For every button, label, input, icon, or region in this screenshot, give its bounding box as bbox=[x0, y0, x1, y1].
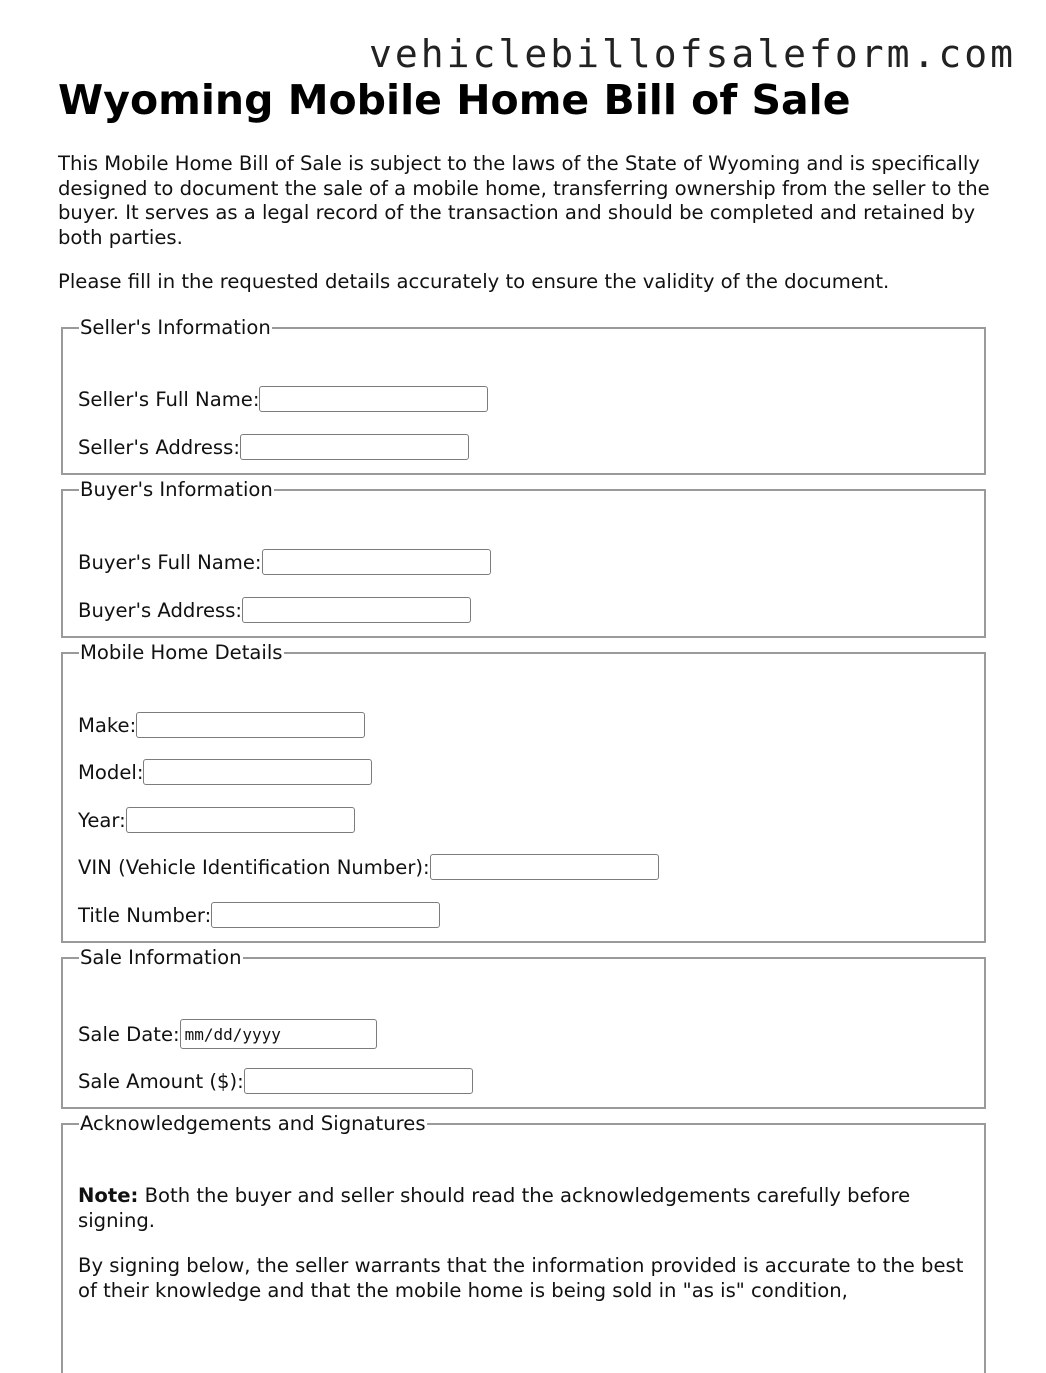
sale-amount-input[interactable] bbox=[244, 1068, 473, 1094]
buyer-information-legend: Buyer's Information bbox=[80, 478, 273, 501]
page-title: Wyoming Mobile Home Bill of Sale bbox=[58, 76, 851, 124]
make-input[interactable] bbox=[136, 712, 365, 738]
model-label: Model: bbox=[78, 760, 144, 784]
seller-address-row bbox=[78, 434, 469, 460]
title-number-row bbox=[78, 902, 440, 928]
seller-information-section bbox=[61, 317, 986, 475]
buyer-full-name-input[interactable] bbox=[262, 549, 491, 575]
sale-date-input[interactable] bbox=[180, 1019, 377, 1049]
make-row bbox=[78, 712, 365, 738]
seller-address-input[interactable] bbox=[240, 434, 469, 460]
intro-paragraph: This Mobile Home Bill of Sale is subject to the laws of the State of Wyoming and is specifically designed to document the sale of a mobile home, transferring ownership from the seller to the buyer. It serves as a legal record of the transaction and should be completed and retained by both parties. bbox=[58, 152, 990, 249]
buyer-address-input[interactable] bbox=[242, 597, 471, 623]
sale-date-label: Sale Date: bbox=[78, 1022, 180, 1046]
site-watermark: vehiclebillofsaleform.com bbox=[369, 32, 1016, 76]
buyer-full-name-row bbox=[78, 549, 491, 575]
vin-input[interactable] bbox=[430, 854, 659, 880]
sale-amount-label: Sale Amount ($): bbox=[78, 1069, 244, 1093]
year-label: Year: bbox=[78, 808, 126, 832]
buyer-address-row bbox=[78, 597, 471, 623]
seller-full-name-row bbox=[78, 386, 488, 412]
model-row bbox=[78, 759, 372, 785]
acknowledgements-section bbox=[61, 1113, 986, 1373]
title-number-input[interactable] bbox=[211, 902, 440, 928]
seller-full-name-label: Seller's Full Name: bbox=[78, 387, 260, 411]
seller-information-legend: Seller's Information bbox=[80, 316, 271, 339]
make-label: Make: bbox=[78, 713, 137, 737]
sale-amount-row bbox=[78, 1068, 473, 1094]
acknowledgements-legend: Acknowledgements and Signatures bbox=[80, 1112, 426, 1135]
mobile-home-details-legend: Mobile Home Details bbox=[80, 641, 283, 664]
vin-label: VIN (Vehicle Identification Number): bbox=[78, 855, 430, 879]
note-label: Note: bbox=[78, 1184, 139, 1207]
instruction-paragraph: Please fill in the requested details accurately to ensure the validity of the document. bbox=[58, 270, 890, 293]
mobile-home-details-section bbox=[61, 642, 986, 943]
warranty-paragraph: By signing below, the seller warrants that the information provided is accurate to the best of their knowledge and that the mobile home is being sold in "as is" condition, bbox=[78, 1254, 964, 1302]
sale-information-legend: Sale Information bbox=[80, 946, 242, 969]
model-input[interactable] bbox=[143, 759, 372, 785]
seller-address-label: Seller's Address: bbox=[78, 435, 240, 459]
year-row bbox=[78, 807, 355, 833]
sale-information-section bbox=[61, 947, 986, 1109]
seller-full-name-input[interactable] bbox=[259, 386, 488, 412]
buyer-address-label: Buyer's Address: bbox=[78, 598, 243, 622]
sale-date-row bbox=[78, 1019, 377, 1049]
title-number-label: Title Number: bbox=[78, 903, 212, 927]
vin-row bbox=[78, 854, 659, 880]
buyer-full-name-label: Buyer's Full Name: bbox=[78, 550, 262, 574]
note-text: Both the buyer and seller should read the acknowledgements carefully before signing. bbox=[78, 1184, 911, 1232]
buyer-information-section bbox=[61, 479, 986, 638]
note-paragraph bbox=[78, 1184, 968, 1233]
year-input[interactable] bbox=[126, 807, 355, 833]
